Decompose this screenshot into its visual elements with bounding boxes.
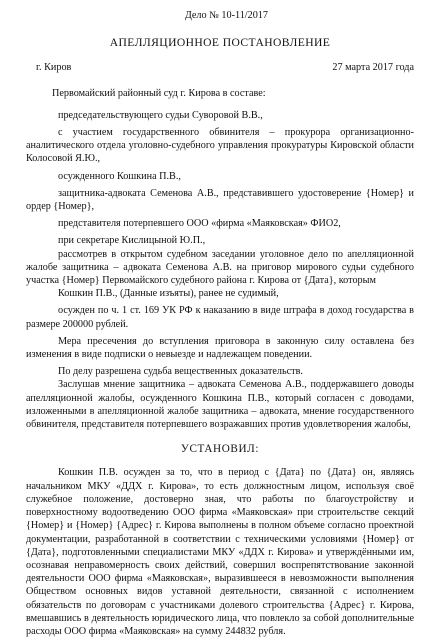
paragraph-preventive-measure: Мера пресечения до вступления приговора в законную силу оставлена без изменения в виде подписки о невыезде и надлежащем поведении. — [26, 335, 414, 361]
paragraph-heard-opinion: Заслушав мнение защитника – адвоката Семенова А.В., поддержавшего доводы апелляционной жалобы, осужденного Кошкина П.В., который согласен с доводами, изложенными в апелляционной жалобе защитника – адвоката, мнение государственного обвинителя, представителя потерпевшего возражавших против удовлетворения жалобы, — [26, 379, 414, 431]
paragraph-convicted: осужденного Кошкина П.В., — [58, 170, 181, 182]
paragraph-victim-representative: представителя потерпевшего ООО «фирма «Маяковская» ФИО2, — [58, 218, 341, 230]
document-title: АПЕЛЛЯЦИОННОЕ ПОСТАНОВЛЕНИЕ — [109, 36, 331, 50]
paragraph-defendant: Кошкин П.В., (Данные изъяты), ранее не судимый, — [58, 288, 279, 300]
city: г. Киров — [36, 62, 72, 74]
court-composition: Первомайский районный суд г. Кирова в составе: — [52, 87, 266, 99]
paragraph-evidence: По делу разрешена судьба вещественных доказательств. — [58, 366, 303, 378]
date: 27 марта 2017 года — [332, 62, 414, 74]
place-date-row — [26, 61, 414, 74]
section-heading: УСТАНОВИЛ: — [180, 443, 260, 456]
case-number: Дело № 10-11/2017 — [184, 10, 268, 21]
paragraph-defender: защитника-адвоката Семенова А.В., представившего удостоверение {Номер} и ордер {Номер}, — [26, 187, 414, 213]
paragraph-secretary: при секретаре Кислицыной Ю.П., — [58, 235, 206, 247]
paragraph-considered: рассмотрев в открытом судебном заседании уголовное дело по апелляционной жалобе защитника – адвоката Семенова А.В. на приговор мирового судьи судебного участка {Номер} Первомайского судебного района г. Кирова от {Дата}, которым — [26, 248, 414, 287]
paragraph-prosecutor: с участием государственного обвинителя – прокурора организационно-аналитического отдела уголовно-судебного управления прокуратуры Кировской области Колосовой Я.Ю., — [26, 127, 414, 165]
paragraph-judge: председательствующего судьи Суворовой В.В., — [58, 109, 263, 121]
paragraph-sentence: осужден по ч. 1 ст. 169 УК РФ к наказанию в виде штрафа в доход государства в размере 200000 рублей. — [26, 305, 414, 330]
paragraph-established: Кошкин П.В. осужден за то, что в период с {Дата} по {Дата} он, являясь начальником МКУ «ДДХ г. Кирова», то есть должностным лицом, используя своё служебное положение, достоверно зная, что работы по благоустройству и поверхностному водоотведению ООО фирма «Маяковская» при строительстве секций {Номер} и {Номер} {Адрес} г. Кирова выполнены в полном объеме согласно проектной документации, разработанной в соответствии с техническими условиями {Номер} от {Дата}, подготовленными специалистами МКУ «ДДХ г. Кирова» и утверждёнными им, осознавая неправомерность своих действий, совершил воспрепятствование законной деятельности ООО фирма «Маяковская», выразившееся в невозможности выполнения Обществом основных видов уставной деятельности, связанной с исполнением обязательств по договорам с участниками долевого строительства {Адрес} г. Кирова, вмешавшись в деятельность юридического лица, что повлекло за собой дополнительные расходы ООО фирма «Маяковская» на сумму 244832 рубля. — [26, 467, 414, 637]
